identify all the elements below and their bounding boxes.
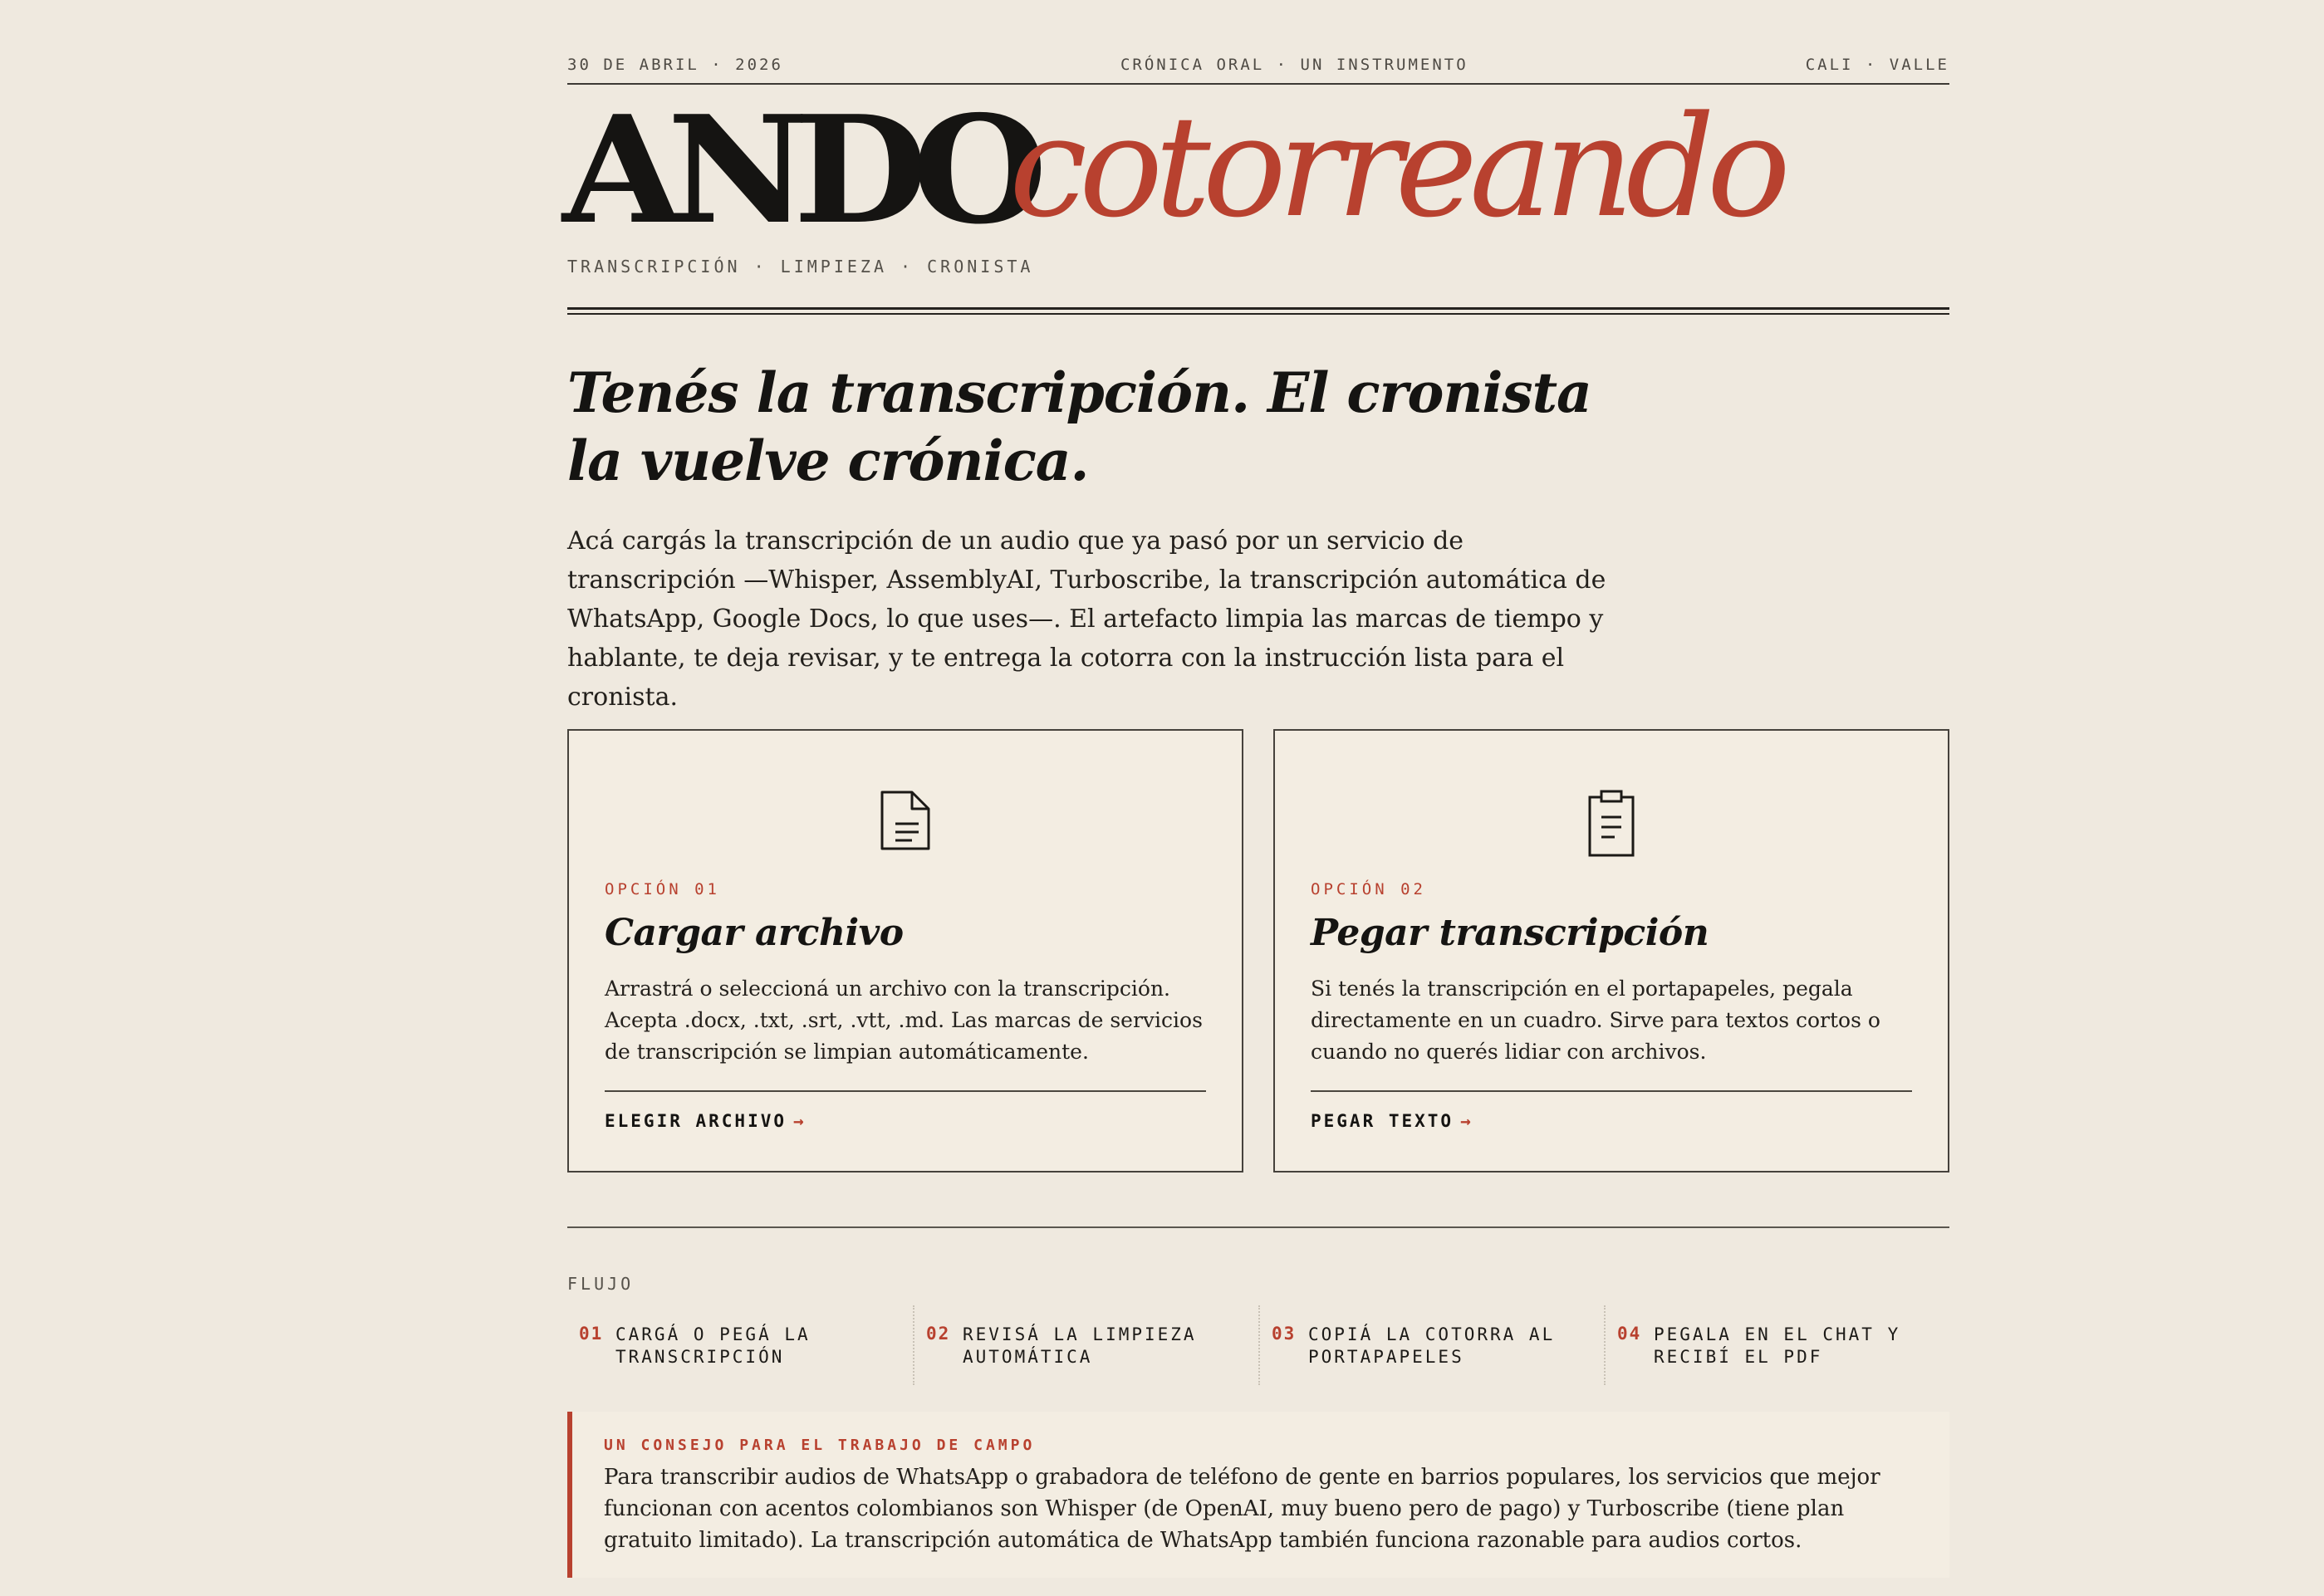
clipboard-icon	[1275, 789, 1948, 855]
flow-step	[567, 1305, 913, 1385]
location-label: CALI · VALLE	[1805, 56, 1949, 74]
arrow-right-icon: →	[1460, 1111, 1473, 1131]
choose-file-button[interactable]	[605, 1111, 807, 1131]
option-description: Si tenés la transcripción en el portapapeles, pegala directamente en un cuadro. Sirve para textos cortos o cuando no querés lidiar con archivos.	[1311, 977, 1880, 1064]
top-meta-bar	[567, 47, 1949, 85]
paste-text-label: PEGAR TEXTO	[1311, 1111, 1454, 1131]
option-card-paste-text[interactable]	[1273, 729, 1949, 1173]
choose-file-label: ELEGIR ARCHIVO	[605, 1111, 787, 1131]
option-kicker: OPCIÓN 02	[1311, 880, 1426, 898]
option-kicker: OPCIÓN 01	[605, 880, 720, 898]
step-text: REVISÁ LA LIMPIEZA AUTOMÁTICA	[963, 1324, 1197, 1367]
step-text: COPIÁ LA COTORRA AL PORTAPAPELES	[1308, 1324, 1556, 1367]
option-divider	[605, 1090, 1206, 1092]
flow-steps	[567, 1305, 1949, 1385]
step-text: CARGÁ O PEGÁ LA TRANSCRIPCIÓN	[615, 1324, 811, 1367]
option-title: Pegar transcripción	[1311, 912, 1709, 954]
option-card-upload-file[interactable]	[567, 729, 1243, 1173]
option-description: Arrastrá o seleccioná un archivo con la transcripción. Acepta .docx, .txt, .srt, .vtt, .md. Las marcas de servicios de transcripción se limpian automáticamente.	[605, 977, 1203, 1064]
step-number: 02	[926, 1324, 951, 1344]
masthead-title-bold: ANDO	[562, 83, 1032, 257]
issue-date: 30 DE ABRIL · 2026	[567, 56, 783, 74]
step-number: 04	[1617, 1324, 1642, 1344]
document-icon	[569, 789, 1242, 855]
masthead-double-rule	[567, 307, 1949, 315]
section-rule	[567, 1226, 1949, 1228]
tip-text: Para transcribir audios de WhatsApp o grabadora de teléfono de gente en barrios populares, los servicios que mejor funcionan con acentos colombianos son Whisper (de OpenAI, muy bueno pero de pago) y Turboscribe (tiene plan gratuito limitado). La transcripción automática de WhatsApp también funciona razonable para audios cortos.	[604, 1465, 1880, 1553]
intro-paragraph: Acá cargás la transcripción de un audio que ya pasó por un servicio de transcripción —Whisper, AssemblyAI, Turboscribe, la transcripción automática de WhatsApp, Google Docs, lo que uses—. El artefacto limpia las marcas de tiempo y hablante, te deja revisar, y te entrega la cotorra con la instrucción lista para el cronista.	[567, 526, 1606, 712]
step-text: PEGALA EN EL CHAT Y RECIBÍ EL PDF	[1654, 1324, 1901, 1367]
field-tip-callout	[567, 1412, 1949, 1578]
flow-label: FLUJO	[567, 1274, 635, 1294]
arrow-right-icon: →	[793, 1111, 807, 1131]
flow-step	[1604, 1305, 1949, 1385]
flow-step	[1258, 1305, 1604, 1385]
masthead	[562, 83, 1949, 257]
masthead-subtitle: TRANSCRIPCIÓN · LIMPIEZA · CRONISTA	[567, 257, 1034, 277]
flow-step	[913, 1305, 1258, 1385]
option-divider	[1311, 1090, 1912, 1092]
page-headline: Tenés la transcripción. El cronista la vuelve crónica.	[567, 360, 1591, 493]
option-title: Cargar archivo	[605, 912, 904, 954]
tip-label: UN CONSEJO PARA EL TRABAJO DE CAMPO	[604, 1437, 1036, 1454]
step-number: 01	[579, 1324, 604, 1344]
paste-text-button[interactable]	[1311, 1111, 1473, 1131]
masthead-title-italic: cotorreando	[1009, 86, 1782, 248]
section-label: CRÓNICA ORAL · UN INSTRUMENTO	[1120, 56, 1468, 74]
step-number: 03	[1272, 1324, 1297, 1344]
